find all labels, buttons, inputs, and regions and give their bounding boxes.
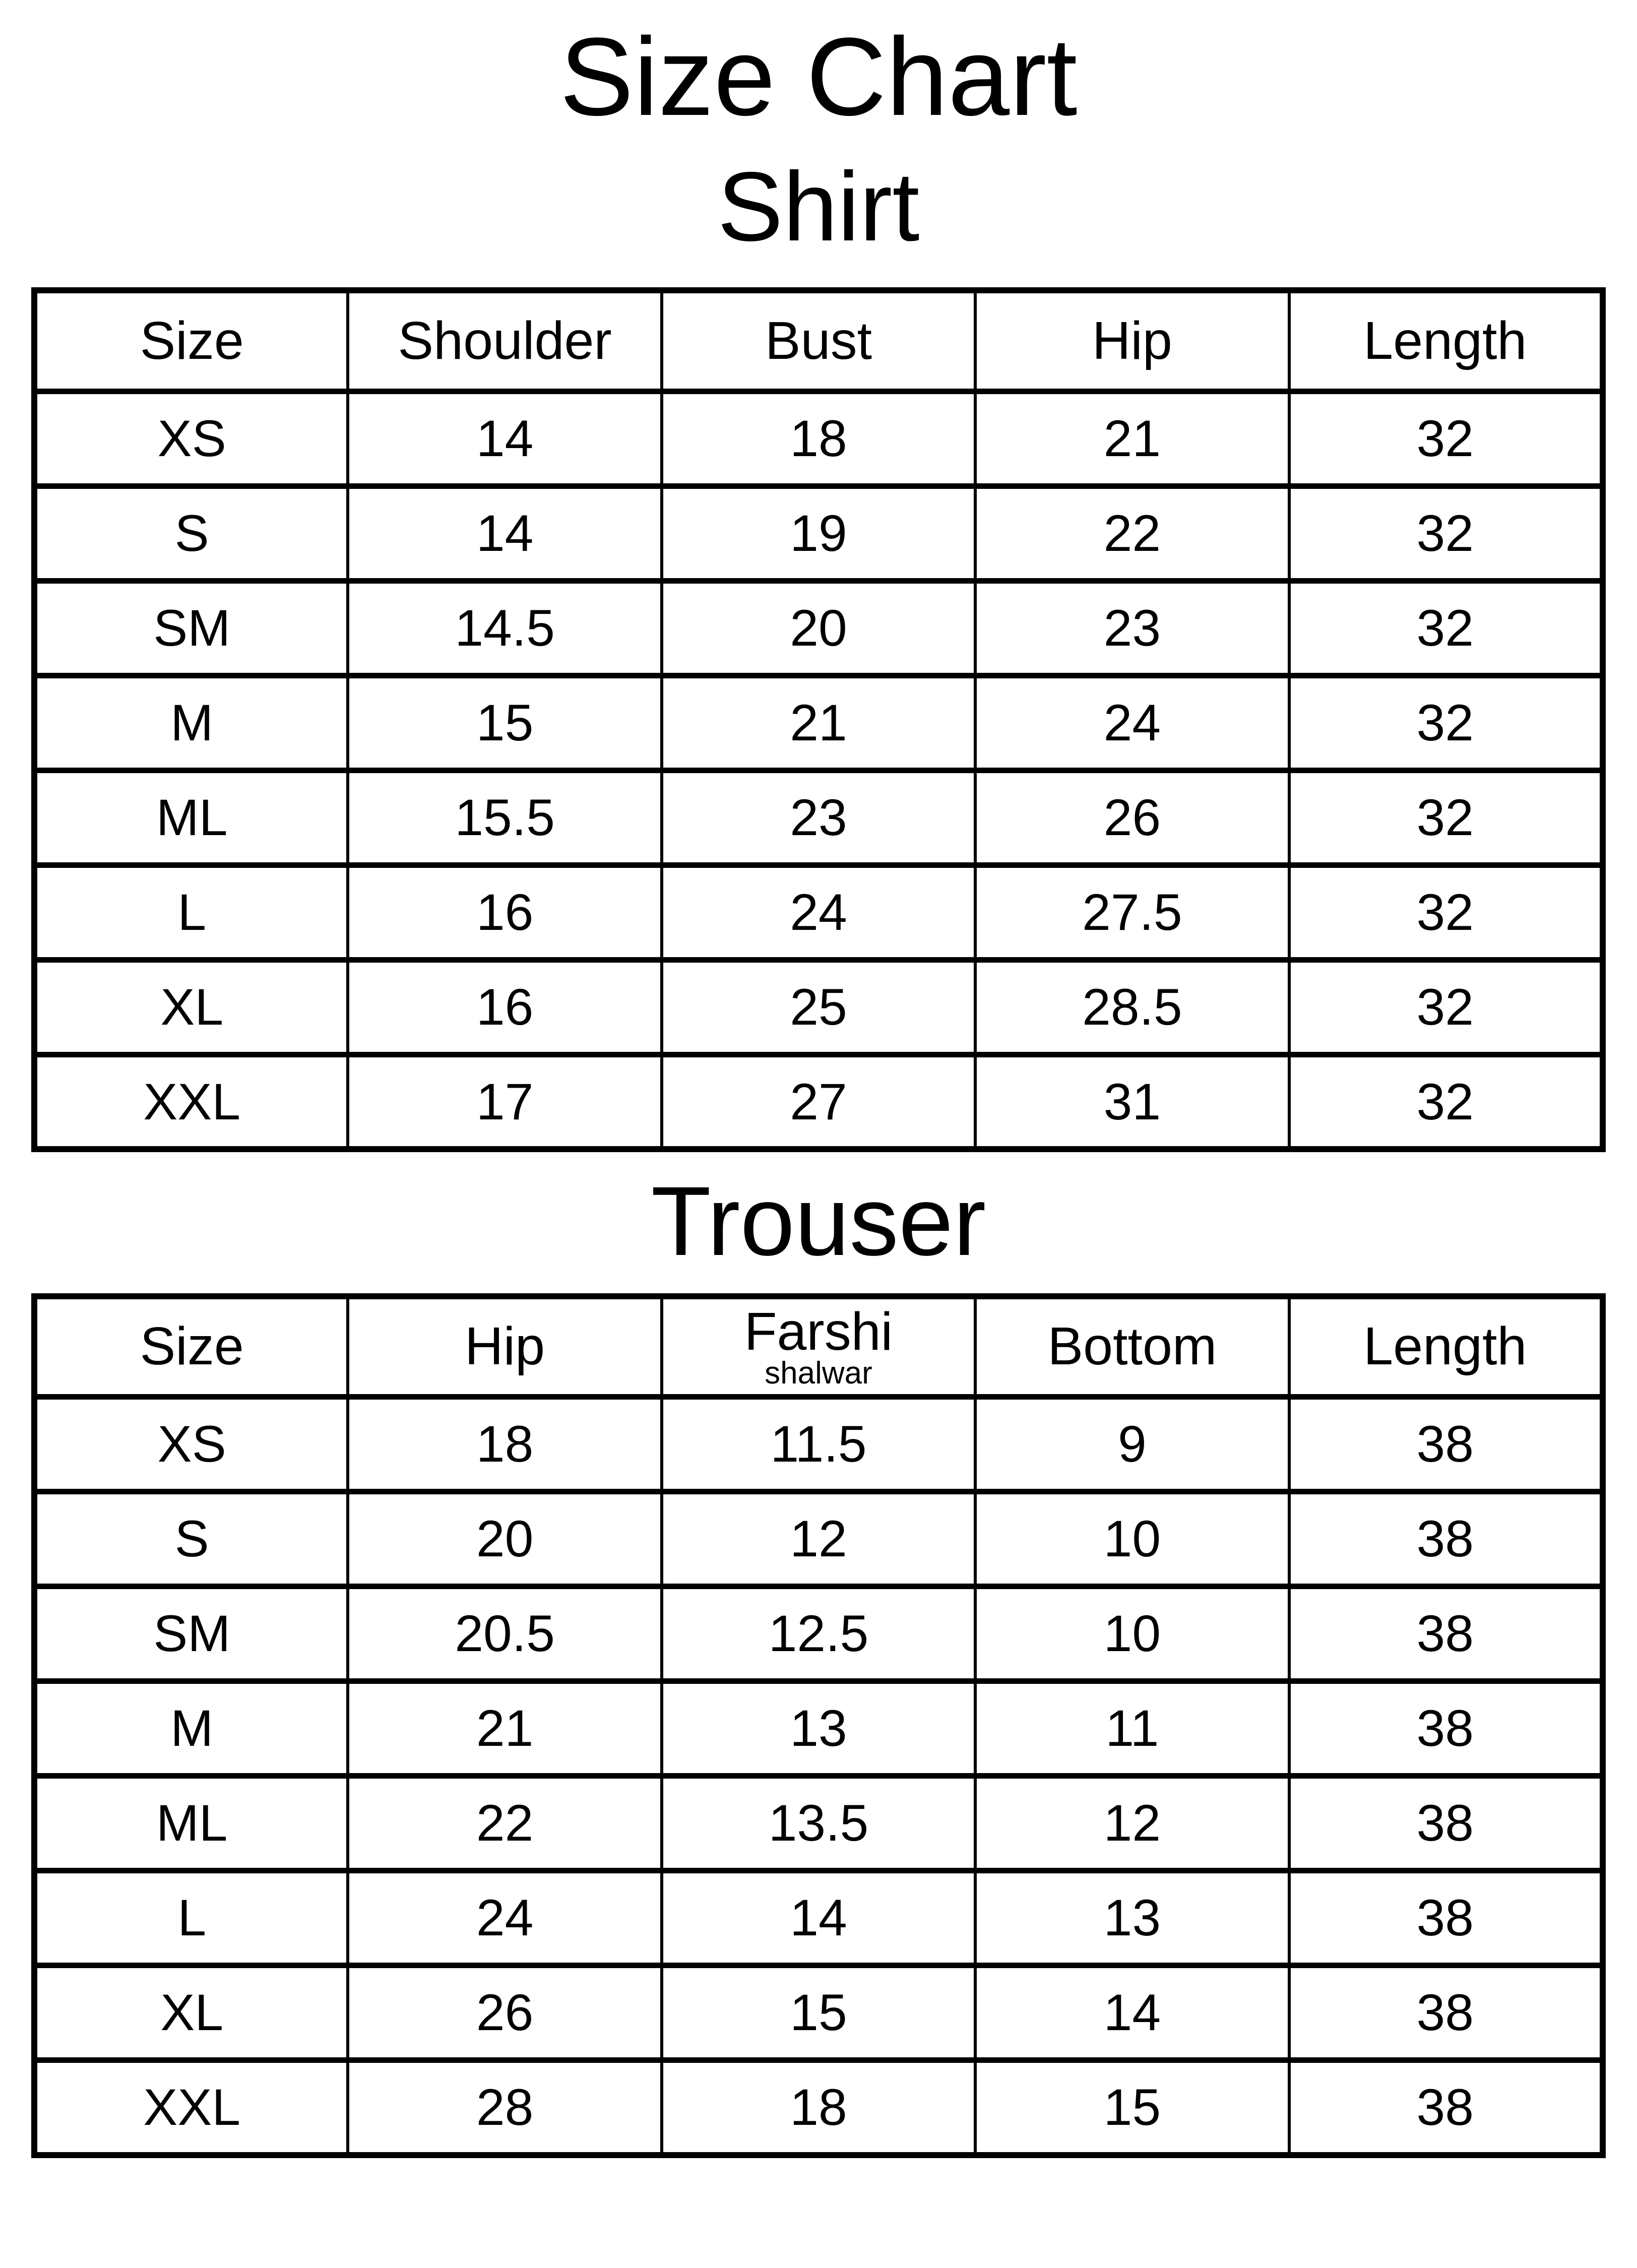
table-cell: 18 [348, 1397, 661, 1492]
table-cell: 31 [975, 1054, 1289, 1149]
table-row [34, 1681, 1603, 1776]
table-cell: 32 [1289, 865, 1603, 960]
table-row [34, 1492, 1603, 1587]
table-cell: 14 [662, 1871, 975, 1966]
table-cell: ML [34, 770, 348, 865]
table-cell: 20.5 [348, 1587, 661, 1681]
page-title: Size Chart [559, 15, 1078, 139]
table-cell: 18 [662, 391, 975, 486]
table-cell: 20 [662, 581, 975, 675]
table-cell: 21 [348, 1681, 661, 1776]
column-header: Bust [662, 290, 975, 391]
table-row [34, 1871, 1603, 1966]
table-cell: 12 [662, 1492, 975, 1587]
table-cell: 32 [1289, 1054, 1603, 1149]
table-cell: 9 [975, 1397, 1289, 1492]
column-header: Length [1289, 290, 1603, 391]
table-cell: 12.5 [662, 1587, 975, 1681]
column-header: Hip [975, 290, 1289, 391]
table-cell: 32 [1289, 770, 1603, 865]
shirt-header-row [34, 290, 1603, 391]
table-cell: XXL [34, 2060, 348, 2155]
table-cell: 32 [1289, 391, 1603, 486]
table-row [34, 770, 1603, 865]
table-cell: 32 [1289, 675, 1603, 770]
table-cell: 38 [1289, 1776, 1603, 1871]
table-cell: 38 [1289, 2060, 1603, 2155]
table-cell: 13 [975, 1871, 1289, 1966]
table-cell: 26 [348, 1966, 661, 2060]
table-row [34, 960, 1603, 1054]
table-cell: 24 [975, 675, 1289, 770]
table-row [34, 675, 1603, 770]
table-cell: XL [34, 1966, 348, 2060]
table-cell: 24 [662, 865, 975, 960]
table-cell: XS [34, 391, 348, 486]
table-cell: 38 [1289, 1681, 1603, 1776]
table-row [34, 1587, 1603, 1681]
table-cell: 15 [662, 1966, 975, 2060]
trouser-section-heading: Trouser [651, 1166, 986, 1277]
table-cell: 13 [662, 1681, 975, 1776]
table-cell: SM [34, 581, 348, 675]
table-cell: 27.5 [975, 865, 1289, 960]
table-cell: 14 [348, 486, 661, 581]
table-cell: S [34, 486, 348, 581]
farshi-header-subtext: shalwar [765, 1356, 872, 1391]
column-header: Hip [348, 1296, 661, 1397]
table-cell: 15 [975, 2060, 1289, 2155]
table-cell: ML [34, 1776, 348, 1871]
table-cell: 13.5 [662, 1776, 975, 1871]
table-cell: 15 [348, 675, 661, 770]
table-cell: 28 [348, 2060, 661, 2155]
table-cell: 14.5 [348, 581, 661, 675]
table-row [34, 2060, 1603, 2155]
table-row [34, 391, 1603, 486]
table-cell: 12 [975, 1776, 1289, 1871]
table-row [34, 1054, 1603, 1149]
shirt-section-heading: Shirt [717, 152, 920, 262]
table-cell: S [34, 1492, 348, 1587]
table-cell: 32 [1289, 581, 1603, 675]
shirt-size-table [31, 287, 1606, 1152]
table-cell: L [34, 865, 348, 960]
table-row [34, 865, 1603, 960]
table-row [34, 1966, 1603, 2060]
trouser-header-row [34, 1296, 1603, 1397]
table-cell: 22 [348, 1776, 661, 1871]
trouser-size-table [31, 1293, 1606, 2158]
table-cell: SM [34, 1587, 348, 1681]
table-cell: 32 [1289, 960, 1603, 1054]
table-row [34, 486, 1603, 581]
table-cell: 26 [975, 770, 1289, 865]
table-cell: L [34, 1871, 348, 1966]
table-cell: 38 [1289, 1397, 1603, 1492]
table-cell: M [34, 675, 348, 770]
table-cell: 23 [975, 581, 1289, 675]
table-cell: 32 [1289, 486, 1603, 581]
table-cell: 16 [348, 865, 661, 960]
table-cell: 24 [348, 1871, 661, 1966]
table-cell: 38 [1289, 1966, 1603, 2060]
table-row [34, 1776, 1603, 1871]
table-cell: 38 [1289, 1492, 1603, 1587]
table-cell: 17 [348, 1054, 661, 1149]
table-cell: 22 [975, 486, 1289, 581]
column-header: Length [1289, 1296, 1603, 1397]
table-cell: 11 [975, 1681, 1289, 1776]
table-row [34, 1397, 1603, 1492]
farshi-header-label: Farshi [744, 1302, 893, 1362]
column-header: Size [34, 1296, 348, 1397]
table-cell: 14 [975, 1966, 1289, 2060]
table-cell: 27 [662, 1054, 975, 1149]
table-cell: 25 [662, 960, 975, 1054]
table-cell: 23 [662, 770, 975, 865]
table-cell: 38 [1289, 1587, 1603, 1681]
table-cell: XS [34, 1397, 348, 1492]
table-cell: 19 [662, 486, 975, 581]
table-row [34, 581, 1603, 675]
table-cell: 21 [662, 675, 975, 770]
table-cell: 15.5 [348, 770, 661, 865]
table-cell: 16 [348, 960, 661, 1054]
column-header: Bottom [975, 1296, 1289, 1397]
table-cell: 38 [1289, 1871, 1603, 1966]
column-header: Size [34, 290, 348, 391]
table-cell: 14 [348, 391, 661, 486]
table-cell: M [34, 1681, 348, 1776]
table-cell: XL [34, 960, 348, 1054]
table-cell: 10 [975, 1587, 1289, 1681]
table-cell: 20 [348, 1492, 661, 1587]
table-cell: 10 [975, 1492, 1289, 1587]
column-header [662, 1296, 975, 1397]
table-cell: XXL [34, 1054, 348, 1149]
table-cell: 18 [662, 2060, 975, 2155]
table-cell: 11.5 [662, 1397, 975, 1492]
table-cell: 21 [975, 391, 1289, 486]
column-header: Shoulder [348, 290, 661, 391]
table-cell: 28.5 [975, 960, 1289, 1054]
